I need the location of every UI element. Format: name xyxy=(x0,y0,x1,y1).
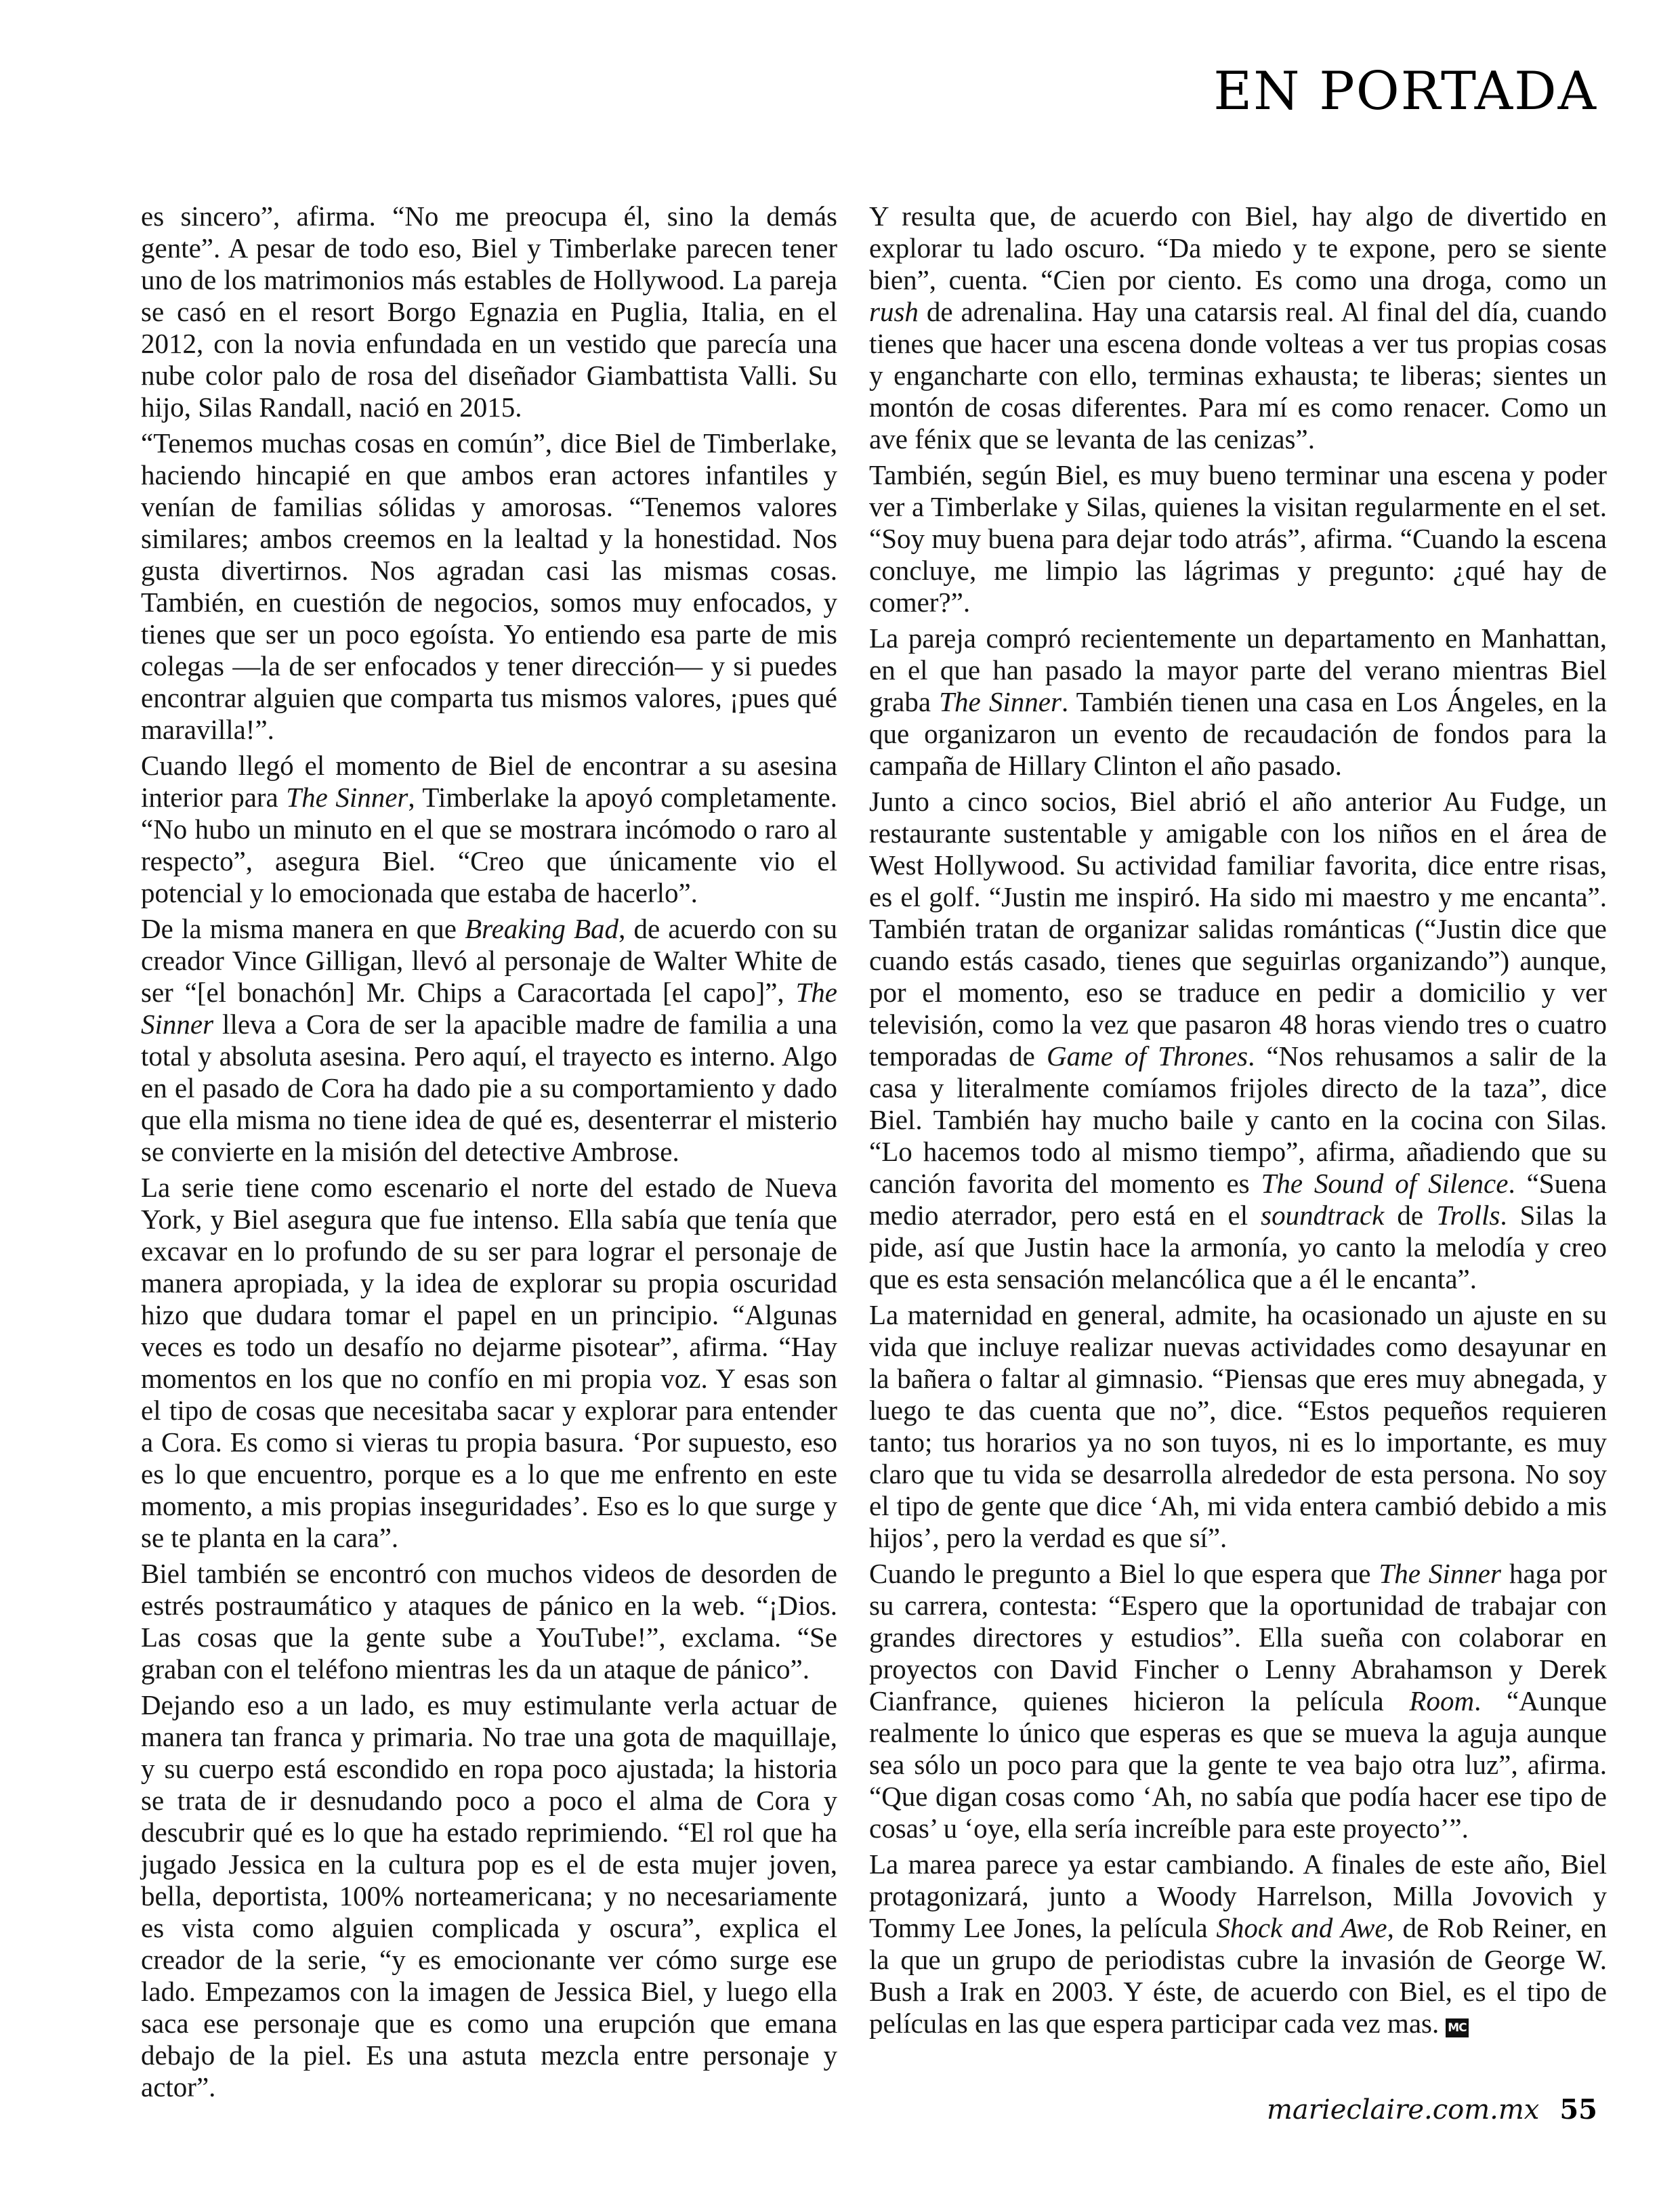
text-run: Cuando le pregunto a Biel lo que espera que xyxy=(869,1558,1379,1589)
italic-title: The Sound of Silence xyxy=(1261,1168,1509,1199)
text-run: haga por su carrera, contesta: “Espero que la oportunidad de trabajar con grandes directores y estudios”. Ella sueña con colaborar en proyectos con David Fincher o Lenny Abrahamson y Derek Cianfrance, quienes hicieron la película xyxy=(869,1558,1607,1716)
article-paragraph xyxy=(869,1848,1607,2039)
article-column-right xyxy=(869,200,1607,2044)
italic-title: rush xyxy=(869,296,919,327)
section-title: EN PORTADA xyxy=(1213,61,1597,122)
footer-website: marieclaire.com.mx xyxy=(1267,2094,1540,2125)
text-run: “Tenemos muchas cosas en común”, dice Biel de Timberlake, haciendo hincapié en que ambos eran actores infantiles y venían de familias sólidas y amorosas. “Tenemos valores similares; ambos creemos en la lealtad y la honestidad. Nos gusta divertirnos. Nos agradan casi las mismas cosas. También, en cuestión de negocios, somos muy enfocados, y tienes que ser un poco egoísta. Yo entiendo esa parte de mis colegas —la de ser enfocados y tener dirección— y si puedes encontrar alguien que comparta tus mismos valores, ¡pues qué maravilla!”. xyxy=(141,427,837,745)
italic-title: Shock and Awe xyxy=(1216,1912,1387,1943)
article-paragraph xyxy=(141,427,837,746)
text-run: La pareja compró recientemente un departamento en Manhattan, en el que han pasado la mayor parte del verano mientras Biel graba xyxy=(869,622,1607,717)
text-run: . “Nos rehusamos a salir de la casa y literalmente comíamos frijoles directo de la taza”, dice Biel. También hay mucho baile y canto en la cocina con Silas. “Lo hacemos todo al mismo tiempo”, afirma, añadiendo que su canción favorita del momento es xyxy=(869,1040,1608,1199)
italic-title: soundtrack xyxy=(1261,1200,1385,1231)
italic-title: Room xyxy=(1409,1685,1475,1716)
italic-title: Trolls xyxy=(1436,1200,1500,1231)
text-run: Y resulta que, de acuerdo con Biel, hay algo de divertido en explorar tu lado oscuro. “Da miedo y te expone, pero se siente bien”, cuenta. “Cien por ciento. Es como una droga, como un xyxy=(869,200,1607,295)
text-run: También, según Biel, es muy bueno terminar una escena y poder ver a Timberlake y Silas, quienes la visitan regularmente en el set. “Soy muy buena para dejar todo atrás”, afirma. “Cuando la escena concluye, me limpio las lágrimas y pregunto: ¿qué hay de comer?”. xyxy=(869,459,1607,618)
italic-title: Breaking Bad xyxy=(465,913,619,944)
article-paragraph xyxy=(141,750,837,909)
text-run: es sincero”, afirma. “No me preocupa él, sino la demás gente”. A pesar de todo eso, Biel y Timberlake parecen tener uno de los matrimonios más estables de Hollywood. La pareja se casó en el resort Borgo Egnazia en Puglia, Italia, en el 2012, con la novia enfundada en un vestido que parecía una nube color palo de rosa del diseñador Giambattista Valli. Su hijo, Silas Randall, nació en 2015. xyxy=(141,200,837,423)
article-column-left xyxy=(141,200,837,2107)
text-run: . Silas la pide, así que Justin hace la armonía, yo canto la melodía y creo que es esta sensación melancólica que a él le encanta”. xyxy=(869,1200,1607,1294)
article-paragraph xyxy=(869,786,1607,1295)
article-paragraph xyxy=(869,622,1607,782)
page-footer xyxy=(1267,2094,1597,2125)
text-run: , de acuerdo con su creador Vince Gilligan, llevó al personaje de Walter White de ser “[el bonachón] Mr. Chips a Caracortada [el capo]”, xyxy=(141,913,837,1008)
italic-title: The Sinner xyxy=(286,782,408,813)
article-paragraph xyxy=(869,200,1607,455)
text-run: La marea parece ya estar cambiando. A finales de este año, Biel protagonizará, junto a Woody Harrelson, Milla Jovovich y Tommy Lee Jones, la película xyxy=(869,1848,1607,1943)
text-run: . “Suena medio aterrador, pero está en el xyxy=(869,1168,1607,1231)
article-paragraph xyxy=(869,1558,1607,1844)
italic-title: Game of Thrones xyxy=(1047,1040,1248,1072)
italic-title: The Sinner xyxy=(141,977,837,1040)
page-number: 55 xyxy=(1559,2094,1597,2125)
text-run: , Timberlake la apoyó completamente. “No hubo un minuto en el que se mostrara incómodo o raro al respecto”, asegura Biel. “Creo que únicamente vio el potencial y lo emocionada que estaba de hacerlo”. xyxy=(141,782,838,908)
italic-title: The Sinner xyxy=(939,686,1062,717)
italic-title: The Sinner xyxy=(1379,1558,1501,1589)
article-paragraph xyxy=(141,1172,837,1554)
text-run: Junto a cinco socios, Biel abrió el año anterior Au Fudge, un restaurante sustentable y amigable con los niños en el área de West Hollywood. Su actividad familiar favorita, dice entre risas, es el golf. “Justin me inspiró. Ha sido mi maestro y me encanta”. También tratan de organizar salidas románticas (“Justin dice que cuando estás casado, tienes que seguirlas organizando”) aunque, por el momento, eso se traduce en pedir a domicilio y ver televisión, como la vez que pasaron 48 horas viendo tres o cuatro temporadas de xyxy=(869,786,1607,1072)
text-run: La serie tiene como escenario el norte del estado de Nueva York, y Biel asegura que fue intenso. Ella sabía que tenía que excavar en lo profundo de su ser para lograr el personaje de manera apropiada, y la idea de explorar su propia oscuridad hizo que dudara tomar el papel en un principio. “Algunas veces es todo un desafío no dejarme pisotear”, afirma. “Hay momentos en los que no confío en mi propia voz. Y esas son el tipo de cosas que necesitaba sacar y explorar para entender a Cora. Es como si vieras tu propia basura. ‘Por supuesto, eso es lo que encuentro, porque es a lo que me enfrento en este momento, a mis propias inseguridades’. Eso es lo que surge y se te planta en la cara”. xyxy=(141,1172,837,1553)
text-run: Biel también se encontró con muchos videos de desorden de estrés postraumático y ataques de pánico en la web. “¡Dios. Las cosas que la gente sube a YouTube!”, exclama. “Se graban con el teléfono mientras les da un ataque de pánico”. xyxy=(141,1558,837,1685)
article-paragraph xyxy=(141,1689,837,2103)
article-paragraph xyxy=(869,459,1607,618)
end-mark-icon: MC xyxy=(1446,2018,1468,2037)
text-run: De la misma manera en que xyxy=(141,913,465,944)
text-run: . “Aunque realmente lo único que esperas es que se mueva la aguja aunque sea sólo un poco para que la gente te vea bajo otra luz”, afirma. “Que digan cosas como ‘Ah, no sabía que podía hacer ese tipo de cosas’ u ‘oye, ella sería increíble para este proyecto’”. xyxy=(869,1685,1607,1844)
article-paragraph xyxy=(141,200,837,423)
text-run: de xyxy=(1384,1200,1437,1231)
text-run: . También tienen una casa en Los Ángeles, en la que organizaron un evento de recaudación de fondos para la campaña de Hillary Clinton el año pasado. xyxy=(869,686,1607,781)
text-run: , de Rob Reiner, en la que un grupo de periodistas cubre la invasión de George W. Bush a Irak en 2003. Y éste, de acuerdo con Biel, es el tipo de películas en las que espera participar cada vez mas. xyxy=(869,1912,1608,2039)
article-paragraph xyxy=(141,913,837,1168)
article-paragraph xyxy=(869,1299,1607,1554)
text-run: Dejando eso a un lado, es muy estimulante verla actuar de manera tan franca y primaria. No trae una gota de maquillaje, y su cuerpo está escondido en ropa poco ajustada; la historia se trata de ir desnudando poco a poco el alma de Cora y descubrir qué es lo que ha estado reprimiendo. “El rol que ha jugado Jessica en la cultura pop es el de esta mujer joven, bella, deportista, 100% norteamericana; y no necesariamente es vista como alguien complicada y oscura”, explica el creador de la serie, “y es emocionante ver cómo surge ese lado. Empezamos con la imagen de Jessica Biel, y luego ella saca ese personaje que es como una erupción que emana debajo de la piel. Es una astuta mezcla entre personaje y actor”. xyxy=(141,1689,837,2102)
article-paragraph xyxy=(141,1558,837,1685)
text-run: de adrenalina. Hay una catarsis real. Al final del día, cuando tienes que hacer una escena donde volteas a ver tus propias cosas y engancharte con ello, terminas exhausta; te liberas; sientes un montón de cosas diferentes. Para mí es como renacer. Como un ave fénix que se levanta de las cenizas”. xyxy=(869,296,1607,454)
text-run: lleva a Cora de ser la apacible madre de familia a una total y absoluta asesina. Pero aquí, el trayecto es interno. Algo en el pasado de Cora ha dado pie a su comportamiento y dado que ella misma no tiene idea de qué es, desenterrar el misterio se convierte en la misión del detective Ambrose. xyxy=(141,1009,837,1167)
text-run: Cuando llegó el momento de Biel de encontrar a su asesina interior para xyxy=(141,750,837,813)
text-run: La maternidad en general, admite, ha ocasionado un ajuste en su vida que incluye realizar nuevas actividades como desayunar en la bañera o faltar al gimnasio. “Piensas que eres muy abnegada, y luego te das cuenta que no”, dice. “Estos pequeños requieren tanto; tus horarios ya no son tuyos, ni es lo importante, es muy claro que tu vida se desarrolla alrededor de esta persona. No soy el tipo de gente que dice ‘Ah, mi vida entera cambió debido a mis hijos’, pero la verdad es que sí”. xyxy=(869,1299,1607,1553)
